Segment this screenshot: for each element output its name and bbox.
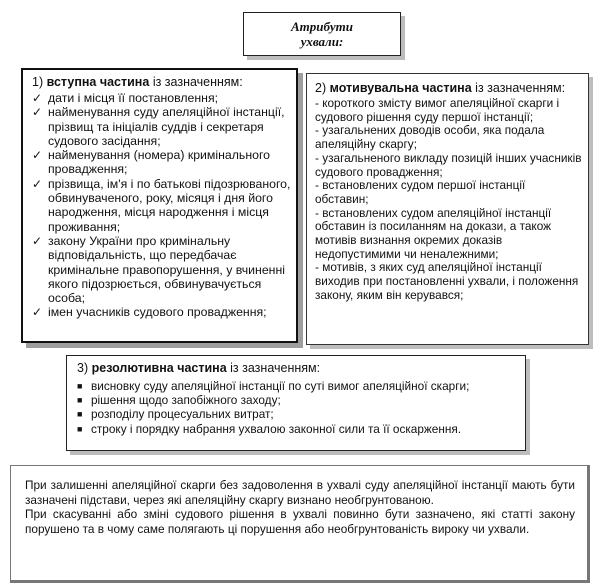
motivational-part-heading bbox=[315, 81, 582, 96]
list-item: ✓ найменування суду апеляційної інстанції, прізвищ та ініціалів суддів і секретаря судового засідання; bbox=[32, 105, 285, 148]
motivational-part-suffix: із зазначенням: bbox=[475, 81, 566, 95]
note-paragraph-2: При скасуванні або зміні судового рішення в ухвалі повинно бути зазначено, які статті закону порушено та в чому саме полягають ці порушення або необгрунтованість вироку чи ухвали. bbox=[25, 507, 575, 536]
list-item: ✓ дати і місця її постановлення; bbox=[32, 91, 219, 105]
checkmark-icon: ✓ bbox=[32, 91, 43, 105]
bullet-icon: ■ bbox=[77, 395, 83, 406]
list-item: ✓ прізвища, ім'я і по батькові підозрюваного, обвинуваченого, року, місяця і дня його народження, місця народження і місця проживання; bbox=[32, 176, 291, 234]
checkmark-icon: ✓ bbox=[32, 176, 43, 191]
checkmark-icon: ✓ bbox=[32, 233, 43, 248]
introductory-part-heading bbox=[32, 75, 291, 90]
resolutive-part-number: 3) bbox=[77, 361, 89, 375]
list-item: ✓ найменування (номера) кримінального провадження; bbox=[32, 148, 270, 177]
introductory-part-box bbox=[21, 68, 298, 343]
list-item: - встановлених судом апеляційної інстанції обставин із посиланням на докази, а також мотивів визнання окремих доказів недопустимими чи неналежними; bbox=[315, 205, 552, 261]
list-item: ■ висновку суду апеляційної інстанції по суті вимог апеляційної скарги; bbox=[77, 379, 470, 393]
list-item: ■ строку і порядку набрання ухвалою законної сили та її оскарження. bbox=[77, 421, 462, 436]
resolutive-part-heading bbox=[77, 361, 517, 376]
note-box bbox=[10, 465, 590, 583]
resolutive-part-list bbox=[77, 379, 517, 436]
list-item: - узагальнених доводів особи, яка подала апеляційну скаргу; bbox=[315, 123, 545, 152]
list-item: - встановлених судом першої інстанції обставин; bbox=[315, 178, 526, 206]
list-item: ■ розподілу процесуальних витрат; bbox=[77, 407, 274, 422]
introductory-part-suffix: із зазначенням: bbox=[152, 75, 243, 89]
motivational-part-name: мотивувальна частина bbox=[329, 81, 472, 95]
list-item: - короткого змісту вимог апеляційної скарги і судового рішення суду першої інстанції; bbox=[315, 96, 560, 124]
list-item: - мотивів, з яких суд апеляційної інстанції виходив при постановленні ухвали, і положення закону, яким він керувався; bbox=[315, 260, 579, 302]
list-item: ■ рішення щодо запобіжного заходу; bbox=[77, 393, 281, 408]
list-item: - узагальненого викладу позицій інших учасників судового провадження; bbox=[315, 150, 582, 179]
title-line-2: ухвали: bbox=[300, 34, 344, 49]
introductory-part-list bbox=[32, 91, 291, 320]
resolutive-part-box bbox=[66, 355, 526, 451]
introductory-part-number: 1) bbox=[32, 75, 44, 89]
list-item: ✓ закону України про кримінальну відповідальність, що передбачає кримінальне правопорушення, у вчиненні якого підозрюється, обвинувачується особа; bbox=[32, 233, 285, 306]
resolutive-part-name: резолютивна частина bbox=[91, 361, 227, 375]
resolutive-part-suffix: із зазначенням: bbox=[230, 361, 321, 375]
checkmark-icon: ✓ bbox=[32, 305, 43, 320]
title-line-1: Атрибути bbox=[291, 19, 353, 34]
motivational-part-number: 2) bbox=[315, 81, 327, 95]
bullet-icon: ■ bbox=[77, 423, 83, 434]
introductory-part-name: вступна частина bbox=[46, 75, 150, 89]
list-item: ✓ імен учасників судового провадження; bbox=[32, 305, 267, 320]
motivational-part-list bbox=[315, 97, 582, 303]
motivational-part-box bbox=[306, 73, 589, 345]
checkmark-icon: ✓ bbox=[32, 105, 43, 120]
checkmark-icon: ✓ bbox=[32, 148, 43, 163]
bullet-icon: ■ bbox=[77, 381, 83, 391]
title-box bbox=[243, 12, 401, 56]
note-paragraph-1: При залишенні апеляційної скарги без задоволення в ухвалі суду апеляційної інстанції мають бути зазначені підстави, через які апеляційну скаргу визнано необгрунтованою. bbox=[25, 478, 575, 507]
bullet-icon: ■ bbox=[77, 409, 83, 420]
